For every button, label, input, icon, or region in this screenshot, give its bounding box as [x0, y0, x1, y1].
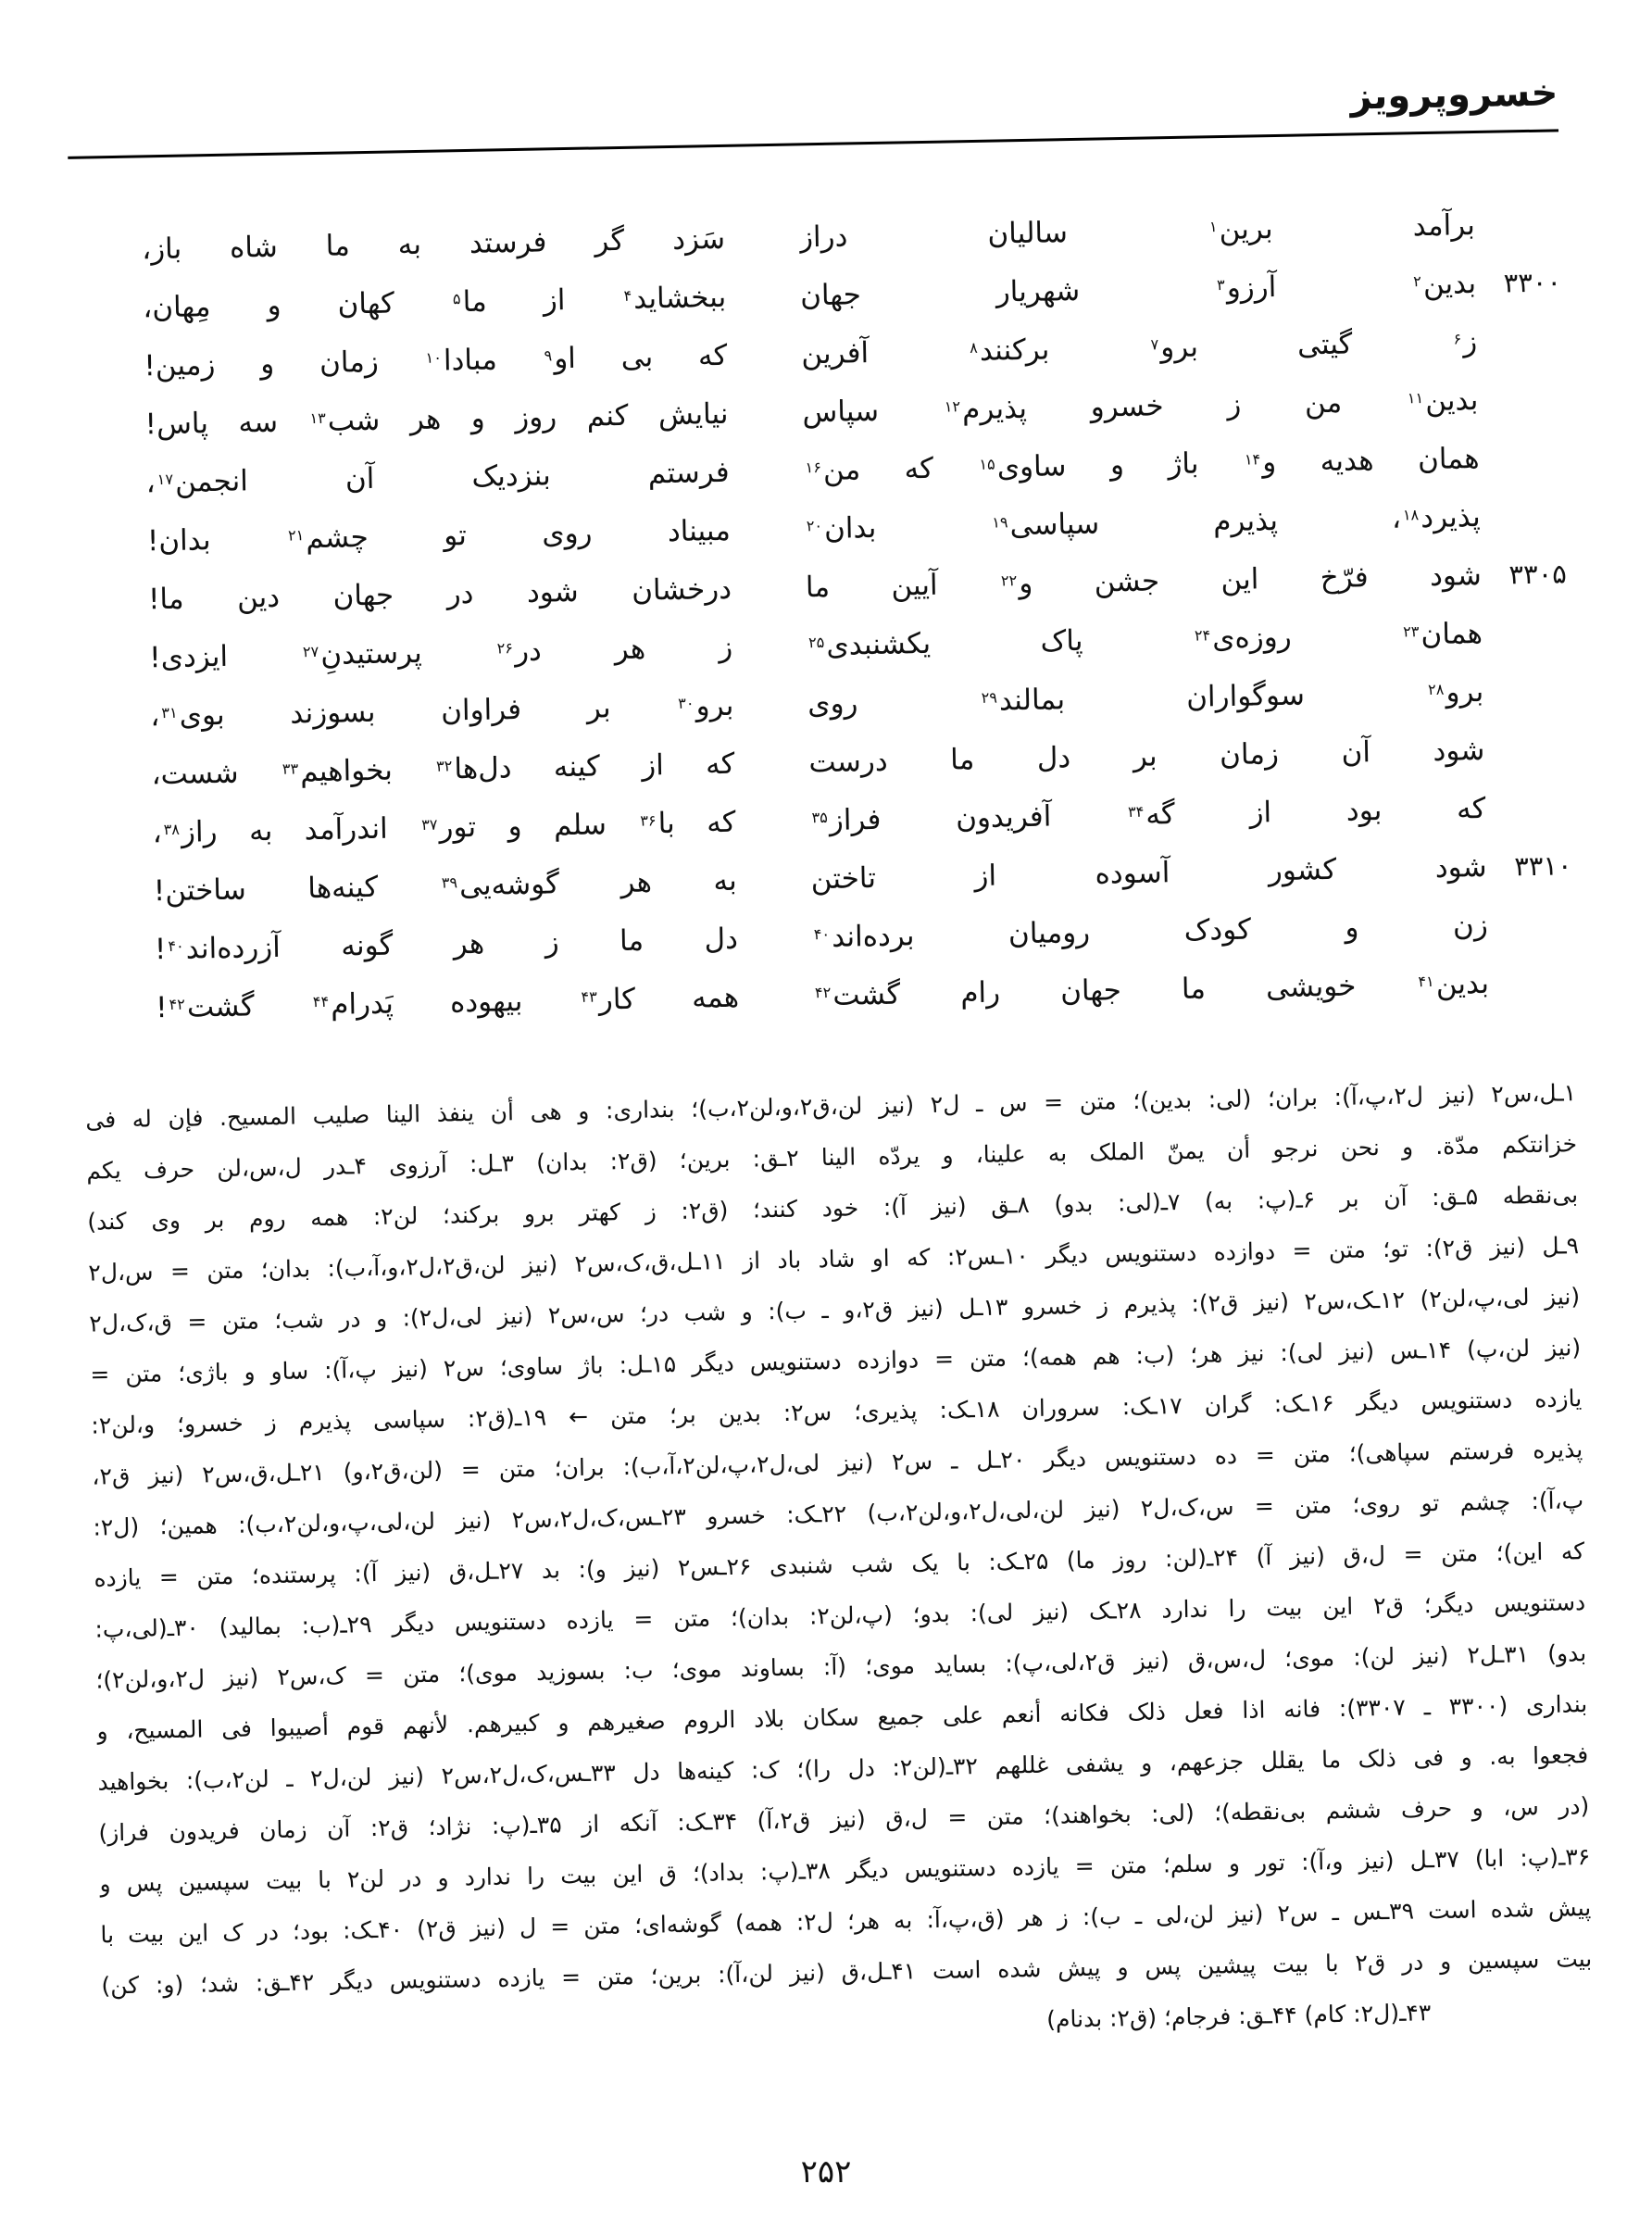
verse-text: ز: [1462, 325, 1478, 359]
footnote-ref: ۳۷: [420, 815, 438, 834]
hemistich-left: [144, 329, 728, 398]
hemistich-left: [143, 270, 727, 340]
footnote-ref: ۵: [452, 290, 461, 308]
footnote-ref: ۴: [623, 286, 632, 305]
verse-text: همان: [1420, 616, 1483, 652]
apparatus-line: بیت سپسین و در ق۲ با بیت پیشین پس و پیش شده است ۴۱ـل،ق (نیز لن،آ): برین؛ متن = یازده دستنویس دیگر ۴۲ـق: شد؛ (و: کن): [101, 1945, 1593, 2000]
verse-number: [1481, 524, 1566, 526]
verse-text: به هر گوشه‌یی: [458, 863, 738, 903]
verse-text: فرستم بنزدیک آن انجمن: [174, 455, 730, 499]
footnote-ref: ۲۷: [302, 642, 319, 661]
verse-text: پاک یکشنبدی: [826, 621, 1194, 662]
footnote-ref: ۴۲: [814, 983, 832, 1002]
verse-text: برو: [1446, 674, 1484, 709]
verse-text: سَزد گر فرستد به ما شاه باز،: [141, 221, 726, 267]
footnote-ref: ۲۸: [1427, 680, 1445, 699]
footnote-ref: ۱۰: [425, 348, 443, 367]
apparatus-section: [85, 1067, 1594, 2062]
footnote-ref: ۱۳: [309, 408, 326, 428]
hemistich-left: [146, 504, 731, 573]
apparatus-last-line: ۴۳ـ(ل۲: کام) ۴۴ـق: فرجام؛ (ق۲: بدنام): [1045, 1999, 1432, 2033]
hemistich-left: [149, 621, 733, 690]
verse-text: پرستیدنِ: [319, 634, 496, 671]
footnote-ref: ۲۲: [1000, 571, 1018, 590]
verse-number: [1484, 758, 1570, 759]
verse-text: آیین ما: [805, 567, 1000, 605]
verse-number: [1488, 933, 1573, 935]
footnote-ref: ۷: [1150, 335, 1159, 354]
verse-text: نیایش کنم روز و هر شب: [327, 396, 729, 438]
verse-text: درخشان شود در جهان دین ما!: [147, 571, 732, 617]
footnote-ref: ۱۵: [979, 455, 995, 473]
verse-text: گشت: [186, 988, 312, 1024]
apparatus-line: بنداری (۳۳۰۰ ـ ۳۳۰۷): فانه اذا فعل ذلک فکانه أنعم علی جمیع سکان بلاد الروم صغیرهم و کبیرهم. لأنهم قوم أصیبوا فی المسیح، و: [96, 1690, 1588, 1745]
footnote-ref: ۸: [970, 338, 979, 358]
verse-text: برآمد برین: [1219, 208, 1476, 247]
apparatus-line: ۹ـل (نیز ق۲): تو؛ متن = دوازده دستنویس دیگر ۱۰ـس۲: که او شاد باد از ۱۱ـل،ق،ک،س۲ (نیز لن،ق۲،ل۲،و،آ،ب): بدان؛ متن = س،ل۲: [88, 1232, 1580, 1286]
apparatus-line: فجعوا به. و فی ذلک ما یقلل جزعهم، و یشفی غللهم ۳۲ـ(لن۲: دل را)؛ ک: کینه‌ها دل ۳۳ـس،ک،ل۲،س۲ (نیز لن،ل۲ ـ لن۲،ب): بخواهید: [97, 1741, 1589, 1796]
footnote-ref: ۱۸: [1402, 506, 1420, 524]
apparatus-line: بدو) ۳۱ـل۲ (نیز لن): موی؛ ل،س،ق (نیز ق۲،لی،پ): بساید موی؛ (آ: بساوند موی؛ ب: بسوزید موی)؛ متن = ک،س۲ (نیز ل۲،و،لن۲)؛: [95, 1639, 1587, 1694]
footnote-ref: ۲۹: [981, 688, 998, 707]
verse-text: دل ما ز هر گونه آزرده‌اند: [185, 922, 739, 966]
verse-text: که از کینه دل‌ها: [454, 747, 735, 786]
apparatus-lines: [85, 1067, 1594, 2062]
footnote-ref: ۱۹: [992, 513, 1008, 532]
verse-section: [69, 196, 1575, 1040]
footnote-ref: ۳۸: [163, 820, 181, 839]
verse-text: برو: [695, 688, 734, 723]
verse-text: من ز خسرو پذیرم: [961, 384, 1407, 427]
verse-text: اندرآمد به راز: [181, 811, 420, 849]
footnote-ref: ۱۲: [944, 397, 961, 416]
footnote-ref: ۴۰: [813, 924, 831, 944]
verse-text: روزه‌ی: [1211, 618, 1402, 656]
hemistich-right: [812, 957, 1489, 1027]
verse-number: [1477, 349, 1562, 351]
verse-text: کهان و مِهان،: [142, 285, 452, 325]
verse-text: شست،: [151, 755, 282, 792]
apparatus-line: ۱ـل،س۲ (نیز ل۲،پ،آ): بران؛ (لی: بدین)؛ متن = س ـ ل۲ (نیز لن،ق۲،و،لن۲،ب)؛ بنداری: و هی أن ینفذ الینا صلیب المسیح. فإن له فی: [85, 1079, 1577, 1134]
footnote-ref: ۹: [544, 346, 553, 365]
verse-text: که بود از گه: [1145, 791, 1486, 832]
footnote-ref: ۱۶: [805, 458, 822, 477]
footnote-ref: ۲۱: [287, 526, 305, 545]
footnote-ref: ۳۰: [678, 694, 695, 712]
hemistich-left: [154, 912, 738, 982]
footnote-ref: ۴۳: [581, 987, 597, 1006]
hemistich-left: [153, 854, 737, 923]
verse-number: [1479, 408, 1564, 409]
footnote-ref: ۲۳: [1402, 622, 1420, 641]
verse-text: شود آن زمان بر دل ما درست: [808, 733, 1485, 780]
hemistich-left: [144, 387, 729, 457]
verse-text: سوگواران بمالند: [998, 676, 1427, 718]
verse-text: بدین: [1424, 383, 1479, 419]
verse-text: بر فراوان بسوزند بوی: [179, 689, 677, 733]
footnote-ref: ۳: [1216, 275, 1225, 295]
verse-number: [1489, 991, 1574, 993]
verse-text: بدین: [1422, 267, 1477, 302]
hemistich-left: [151, 737, 735, 807]
verse-text: ،: [152, 816, 163, 850]
footnote-ref: ۳۳: [282, 759, 299, 778]
verse-text: باژ و ساوی: [996, 446, 1244, 484]
hemistich-left: [150, 679, 734, 748]
verse-text: ،: [150, 699, 160, 734]
verse-text: برکنند: [979, 331, 1149, 368]
hemistich-left: [145, 446, 730, 515]
footnote-ref: ۳۹: [441, 873, 458, 892]
verse-number: [1483, 699, 1569, 701]
verse-text: که من: [822, 450, 978, 487]
verse-text: آفرین: [800, 334, 969, 371]
apparatus-line: که این)؛ متن = ل،ق (نیز آ) ۲۴ـ(لن: روز ما) ۲۵ـک: با یک شب شنبدی ۲۶ـس۲ (نیز و): بد ۲۷ـل،ق (نیز آ): پرستنده؛ متن = یازده: [94, 1537, 1585, 1592]
footnote-ref: ۴۴: [312, 992, 330, 1011]
verse-text: گیتی برو: [1159, 325, 1452, 365]
footnote-ref: ۳۶: [640, 811, 657, 830]
verse-text: سالیان دراز: [798, 213, 1208, 255]
apparatus-line: (نیز لی،پ،لن۲) ۱۲ـک،س۲ (نیز ق۲): پذیرم ز خسرو ۱۳ـل (نیز ق۲،و ـ ب): و شب در؛ س،س۲ (نیز لی،ل۲): و در شب؛ متن = ق،ک،ل۲: [89, 1283, 1581, 1337]
apparatus-line: یازده دستنویس دیگر ۱۶ـک: گران ۱۷ـک: سروران ۱۸ـک: پذیری؛ س۲: بدین بر؛ متن ← ۱۹ـ(ق۲: سپاسی پذیرم ز خسرو؛ و،لن۲:: [91, 1385, 1583, 1439]
verse-text: زمان و زمین!: [144, 344, 424, 383]
verse-text: روی: [807, 684, 980, 722]
verse-text: بیهوده پَدرام: [330, 983, 580, 1022]
apparatus-line: ۳۶ـ(پ: ابا) ۳۷ـل (نیز و،آ): تور و سلم؛ متن = یازده دستنویس دیگر ۳۸ـ(پ: بداد)؛ ق این بیت را ندارد و در لن۲ با بیت سپسین پس و: [99, 1843, 1591, 1898]
verse-text: پذیرد: [1420, 499, 1481, 535]
footnote-ref: ۱۷: [156, 470, 174, 489]
apparatus-line: پ،آ): چشم تو روی؛ متن = س،ک،ل۲ (نیز لن،لی،ل۲،و،لن۲،ب) ۲۲ـک: خسرو ۲۳ـس،ک،ل۲،س۲ (نیز لن،لی،پ،و،لن۲،ب): همین؛ (ل۲:: [93, 1487, 1584, 1541]
verse-text: که بی او: [553, 338, 728, 376]
verse-text: !: [154, 933, 167, 967]
apparatus-line: پذیره فرستم سپاهی)؛ متن = ده دستنویس دیگر ۲۰ـل ـ س۲ (نیز لی،ل۲،پ،لن۲،آ،ب): بران؛ متن = (لن،ق۲،و) ۲۱ـل،ق،س۲ (نیز ق۲،: [92, 1436, 1583, 1490]
footnote-ref: ۳۲: [435, 757, 453, 775]
footnote-ref: ۴۲: [169, 995, 185, 1013]
apparatus-line: (نیز لن،پ) ۱۴ـس (نیز لی): نیز هر؛ (ب: هم همه)؛ متن = دوازده دستنویس دیگر ۱۵ـل: باژ ساوی؛ س۲ (نیز پ،آ): ساو و باژی؛ متن =: [90, 1334, 1582, 1388]
apparatus-line: پیش شده است ۳۹ـس ـ س۲ (نیز لن،لی ـ ب): ز هر (ق،پ،آ: به هر؛ ل۲: همه) گوشه‌ای؛ متن = ل (نیز ق۲) ۴۰ـک: بود؛ در ک این بیت با: [100, 1894, 1592, 1949]
verse-text: همه کار: [598, 980, 740, 1017]
hemistich-left: [156, 971, 740, 1040]
footnote-ref: ۳۴: [1127, 802, 1145, 821]
footnote-ref: ۲: [1413, 272, 1422, 291]
footnote-ref: ۳۱: [161, 703, 178, 722]
verse-text: سلم و تور: [439, 807, 639, 845]
verse-text: ز هر در: [514, 630, 733, 669]
footnote-ref: ۴۰: [168, 936, 184, 955]
verse-rows: [69, 196, 1575, 1040]
verse-text: بخواهیم: [299, 752, 435, 789]
verse-text: ایزدی!: [148, 638, 302, 675]
verse-text: بدان: [823, 508, 991, 546]
apparatus-line: خزانتکم مدّة. و نحن نرجو أن یمنّ الملک به علینا، و یردّه الینا ۲ـق: برین؛ (ق۲: بدان) ۳ـل: آرزوی ۴ـدر ل،س،لن حرف یکم: [86, 1130, 1578, 1185]
verse-text: که با: [657, 805, 736, 841]
hemistich-left: [152, 796, 736, 865]
verse-number: ۳۳۰۵: [1508, 558, 1568, 591]
verse-text: شود فرّخ این جشن و: [1018, 558, 1483, 601]
footnote-ref: ۳۵: [811, 808, 828, 827]
verse-text: آفریدون فراز: [829, 798, 1127, 837]
verse-text: مبیناد روی تو چشم: [306, 513, 732, 556]
verse-text: از ما: [462, 282, 622, 320]
verse-text: ببخشاید: [632, 280, 727, 316]
footnote-ref: ۱۱: [1407, 389, 1424, 408]
verse-number: [1486, 816, 1571, 818]
verse-text: زن و کودک رومیان برده‌اند: [831, 908, 1489, 954]
page-title: خسروپرویز: [1349, 71, 1558, 119]
verse-text: همان هدیه و: [1261, 441, 1480, 480]
apparatus-line: دستنویس دیگر؛ ق۲ این بیت را ندارد ۲۸ـک (نیز لی): بدو؛ (پ،لن۲: بدان)؛ متن = یازده دستنویس دیگر ۲۹ـ(ب: بمالید) ۳۰ـ(لی،پ:: [94, 1588, 1586, 1643]
apparatus-line: (در س، و حرف ششم بی‌نقطه)؛ (لی: بخواهند)؛ متن = ل،ق (نیز ق۲،آ) ۳۴ـک: آنکه از ۳۵ـ(پ: نژاد؛ ق۲: آن زمان فریدون فراز): [98, 1792, 1590, 1847]
verse-text: مبادا: [443, 342, 543, 378]
footnote-ref: ۲۴: [1194, 626, 1211, 645]
verse-number: [1483, 641, 1568, 643]
hemistich-left: [142, 212, 726, 282]
verse-text: سه پاس!: [144, 405, 308, 442]
verse-text: ،: [145, 466, 156, 500]
verse-text: سپاس: [802, 393, 944, 430]
verse-number: ۳۳۰۰: [1503, 266, 1562, 299]
verse-number: [1480, 466, 1565, 468]
footnote-ref: ۱۴: [1244, 450, 1261, 469]
footnote-ref: ۲۵: [807, 633, 825, 652]
verse-text: شهریار جهان: [799, 271, 1216, 313]
footnote-ref: ۶: [1453, 330, 1462, 348]
verse-number: ۳۳۱۰: [1513, 849, 1572, 883]
hemistich-left: [148, 562, 732, 632]
footnote-ref: ۲۶: [496, 639, 514, 658]
footnote-ref: ۲۰: [806, 516, 823, 535]
verse-text: کینه‌ها ساختن!: [153, 869, 441, 909]
verse-number: [1475, 232, 1560, 234]
verse-text: شود کشور آسوده از تاختن: [810, 849, 1487, 897]
footnote-ref: ۴۱: [1418, 972, 1434, 991]
verse-text: بدین: [1435, 966, 1490, 1001]
apparatus-line: بی‌نقطه ۵ـق: آن بر ۶ـ(پ: به) ۷ـ(لی: بدو) ۸ـق (نیز آ): خود کنند؛ (ق۲: ز کهتر برو برکند؛ لن۲: همه روم بر وی کند): [87, 1181, 1579, 1236]
verse-text: خویشی ما جهان رام گشت: [832, 968, 1417, 1012]
verse-text: بدان!: [146, 521, 287, 558]
verse-text: ، پذیرم سپاسی: [1009, 501, 1402, 543]
page-number: ۲۵۲: [800, 2153, 852, 2190]
footnote-ref: ۱: [1208, 218, 1218, 236]
verse-text: آرزو: [1226, 268, 1412, 305]
verse-text: !: [155, 991, 168, 1025]
